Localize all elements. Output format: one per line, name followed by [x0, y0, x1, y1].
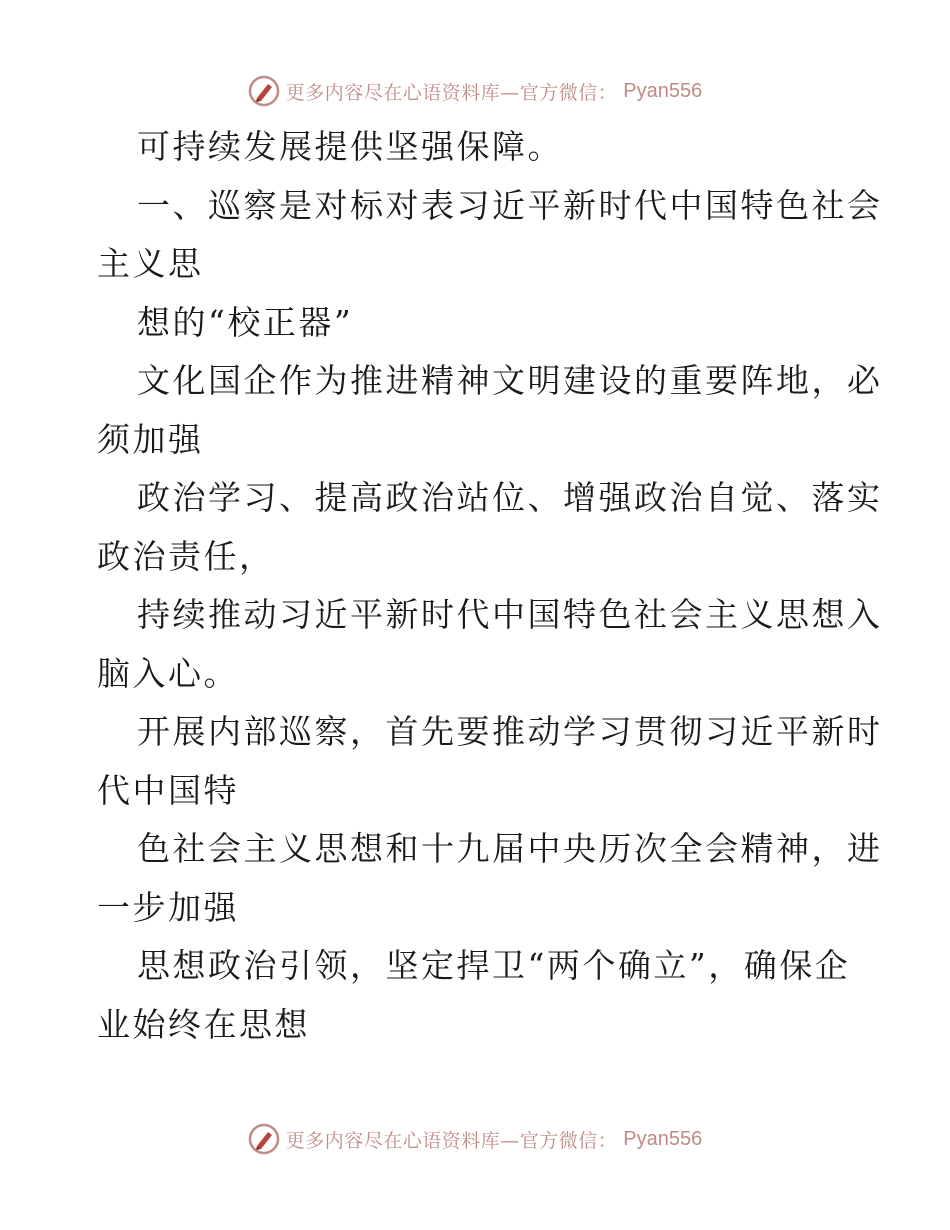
body-line: 持续推动习近平新时代中国特色社会主义思想入: [137, 595, 883, 634]
body-line: 政治责任，: [97, 536, 275, 576]
watermark-wechat-id: Pyan556: [623, 1127, 703, 1150]
body-line: 业始终在思想: [97, 1004, 310, 1044]
body-line: 代中国特: [97, 770, 239, 810]
body-line: 一、巡察是对标对表习近平新时代中国特色社会: [137, 185, 883, 225]
footer-watermark: [0, 1119, 950, 1159]
header-watermark: [0, 71, 950, 111]
watermark-text: 更多内容尽在心语资料库—官方微信：: [285, 81, 618, 104]
body-line: 脑入心。: [97, 653, 239, 693]
pen-nib-logo-icon: [248, 1123, 280, 1155]
watermark-wechat-id: Pyan556: [623, 79, 703, 102]
body-line: 须加强: [97, 419, 204, 459]
body-line: 思想政治引领，坚定捍卫“两个确立”，确保企: [137, 946, 851, 985]
body-line: 可持续发展提供坚强保障。: [137, 127, 563, 166]
pen-nib-logo-icon: [248, 75, 280, 107]
body-line: 一步加强: [97, 887, 239, 927]
body-line: 主义思: [97, 244, 204, 283]
body-line: 政治学习、提高政治站位、增强政治自觉、落实: [137, 478, 883, 517]
body-line: 开展内部巡察，首先要推动学习贯彻习近平新时: [137, 712, 883, 751]
body-line: 想的“校正器”: [137, 302, 354, 342]
body-line: 文化国企作为推进精神文明建设的重要阵地，必: [137, 361, 883, 400]
document-body: [97, 118, 883, 1054]
watermark-text: 更多内容尽在心语资料库—官方微信：: [285, 1129, 618, 1152]
body-line: 色社会主义思想和十九届中央历次全会精神，进: [137, 829, 883, 868]
